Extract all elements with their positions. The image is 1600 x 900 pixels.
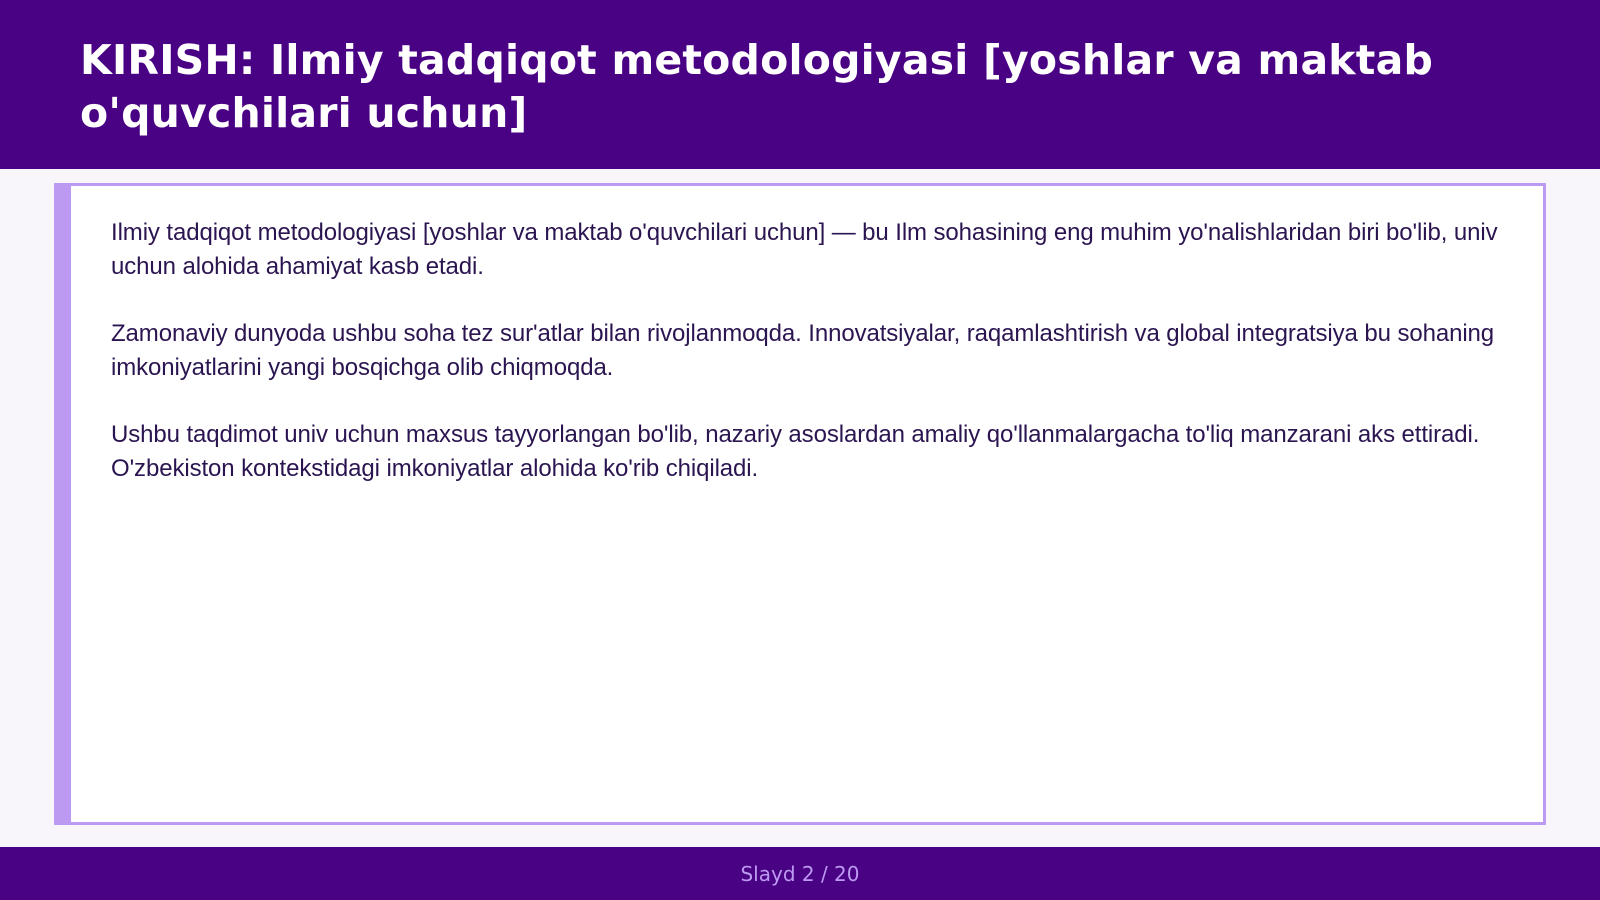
slide-footer bbox=[0, 847, 1600, 900]
slide-header bbox=[0, 0, 1600, 169]
modern-world-paragraph: Zamonaviy dunyoda ushbu soha tez sur'atlar bilan rivojlanmoqda. Innovatsiyalar, raqamlashtirish va global integratsiya bu sohaning imkoniyatlarini yangi bosqichga olib chiqmoqda. bbox=[111, 320, 1495, 381]
presentation-purpose-paragraph: Ushbu taqdimot univ uchun maxsus tayyorlangan bo'lib, nazariy asoslardan amaliy qo'llanmalargacha to'liq manzarani aks ettiradi. O'zbekiston kontekstidagi imkoniyatlar alohida ko'rib chiqiladi. bbox=[111, 421, 1480, 482]
intro-paragraph: Ilmiy tadqiqot metodologiyasi [yoshlar va maktab o'quvchilari uchun] — bu Ilm sohasining eng muhim yo'nalishlaridan biri bo'lib, univ uchun alohida ahamiyat kasb etadi. bbox=[111, 219, 1498, 280]
content-card bbox=[54, 183, 1546, 825]
slide-number-indicator: Slayd 2 / 20 bbox=[740, 861, 860, 886]
slide-title: KIRISH: Ilmiy tadqiqot metodologiyasi [yoshlar va maktab o'quvchilari uchun] bbox=[80, 36, 1433, 137]
